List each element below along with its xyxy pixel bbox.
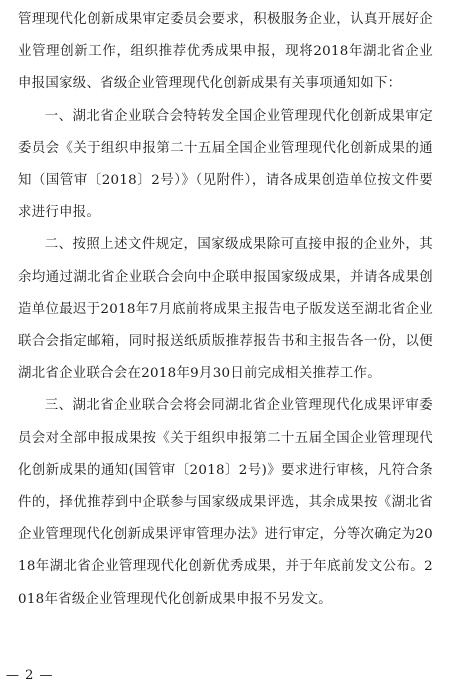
item-1-paragraph: 一、湖北省企业联合会特转发全国企业管理现代化创新成果审定委员会《关于组织申报第二十五届全国企业管理现代化创新成果的通知（国管审〔2018〕2号）》（见附件），请各成果创造单位按文件要求进行申报。 [18, 108, 433, 221]
intro-paragraph: 管理现代化创新成果审定委员会要求，积极服务企业，认真开展好企业管理创新工作，组织推荐优秀成果申报，现将2018年湖北省企业申报国家级、省级企业管理现代化创新成果有关事项通知如下： [18, 12, 433, 92]
item-2-paragraph: 二、按照上述文件规定，国家级成果除可直接申报的企业外，其余均通过湖北省企业联合会向中企联申报国家级成果，并请各成果创造单位最迟于2018年7月底前将成果主报告电子版发送至湖北省企业联合会指定邮箱，同时报送纸质版推荐报告书和主报告各一份，以便湖北省企业联合会在2018年9月30日前完成相关推荐工作。 [18, 237, 433, 382]
document-body [18, 4, 433, 616]
page-number: — 2 — [6, 668, 54, 683]
item-3-paragraph: 三、湖北省企业联合会将会同湖北省企业管理现代化成果评审委员会对全部申报成果按《关于组织申报第二十五届全国企业管理现代化创新成果的通知(国管审〔2018〕2号)》要求进行审核，凡符合条件的，择优推荐到中企联参与国家级成果评选，其余成果按《湖北省企业管理现代化创新成果评审管理办法》进行审定，分等次确定为2018年湖北省企业管理现代化创新优秀成果，并于年底前发文公布。2018年省级企业管理现代化创新成果申报不另发文。 [18, 398, 433, 607]
